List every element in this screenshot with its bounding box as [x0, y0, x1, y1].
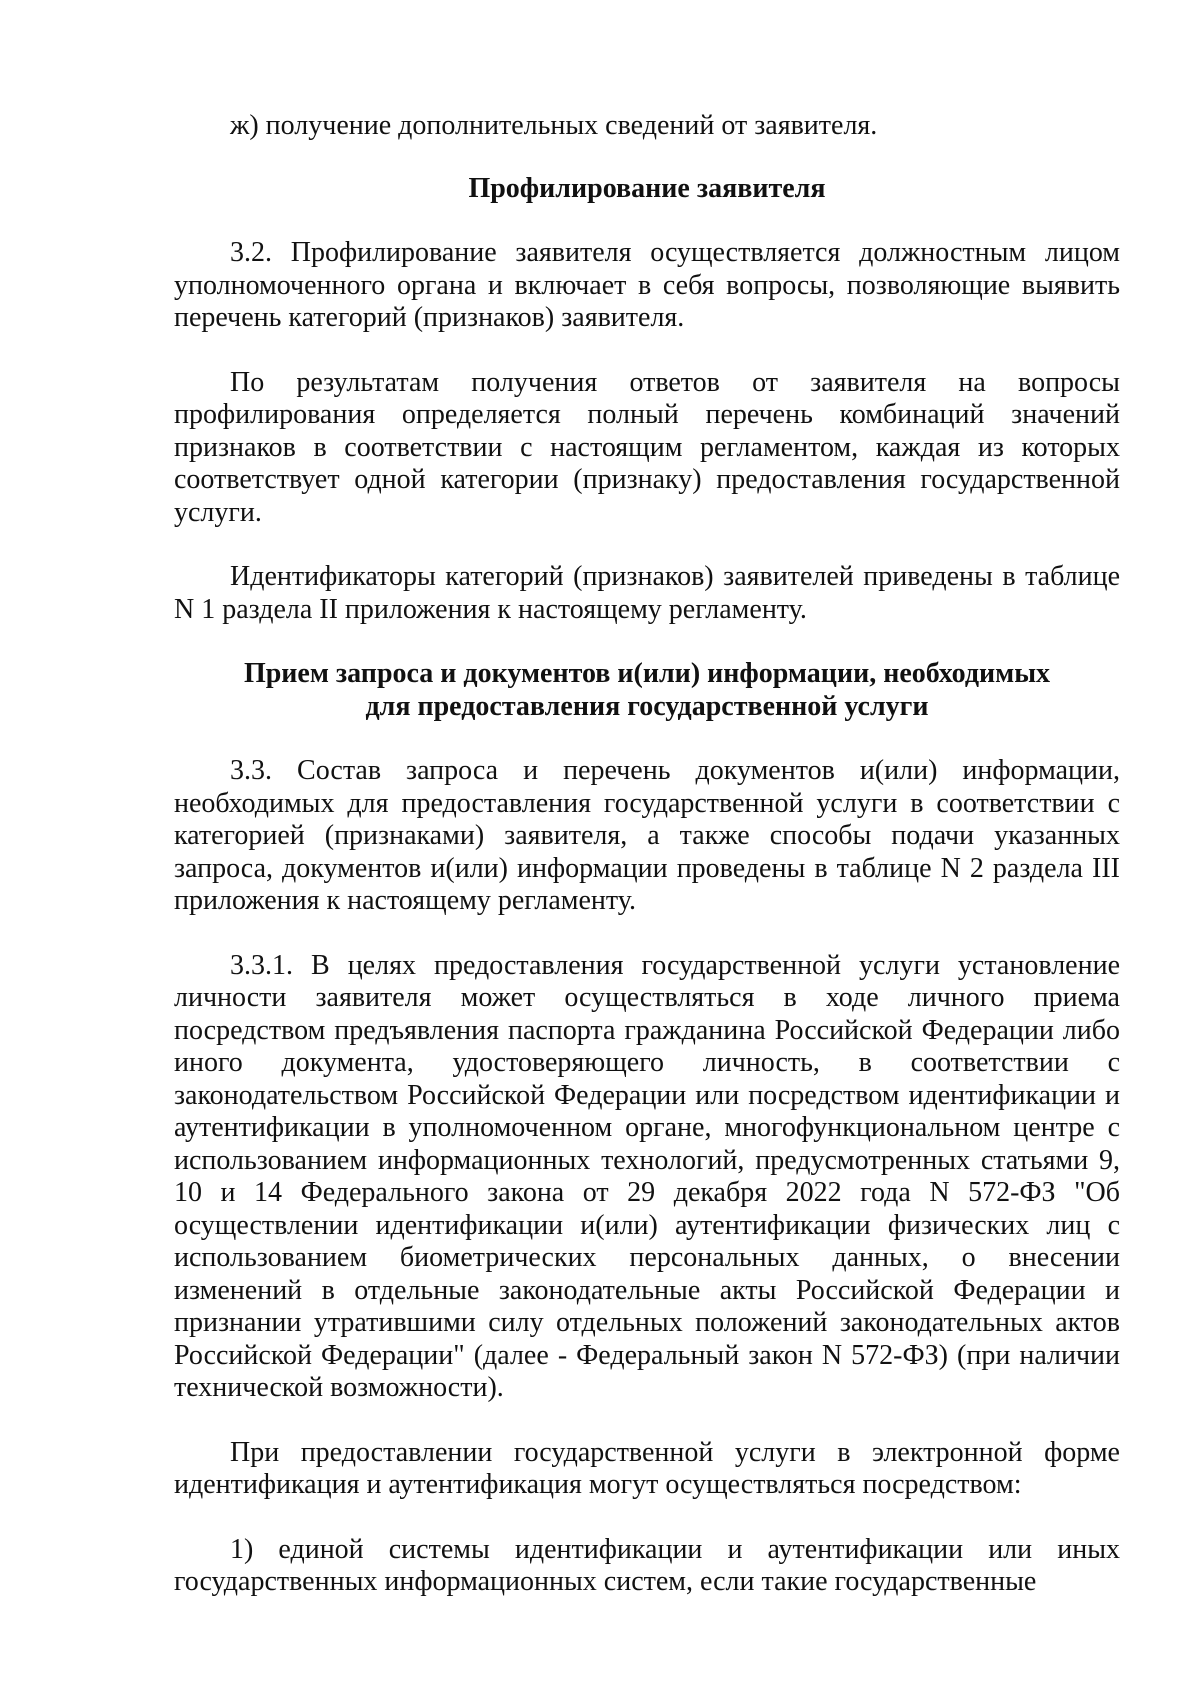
- paragraph-3-3-1: 3.3.1. В целях предоставления государственной услуги установление личности заявителя может осуществляться в ходе личного приема посредством предъявления паспорта гражданина Российской Федерации либо иного документа, удостоверяющего личность, в соответствии с законодательством Российской Федерации или посредством идентификации и аутентификации в уполномоченном органе, многофункциональном центре с использованием информационных технологий, предусмотренных статьями 9, 10 и 14 Федерального закона от 29 декабря 2022 года N 572-ФЗ "Об осуществлении идентификации и(или) аутентификации физических лиц с использованием биометрических персональных данных, о внесении изменений в отдельные законодательные акты Российской Федерации и признании утратившими силу отдельных положений законодательных актов Российской Федерации" (далее - Федеральный закон N 572-ФЗ) (при наличии технической возможности).: [174, 949, 1120, 1403]
- paragraph-intro: ж) получение дополнительных сведений от заявителя.: [230, 110, 878, 141]
- document-body: [174, 110, 1120, 1631]
- heading-reception-line-1: Прием запроса и документов и(или) информации, необходимых: [243, 658, 1051, 689]
- paragraph-item-1: 1) единой системы идентификации и аутентификации или иных государственных информационных систем, если такие государственные: [174, 1533, 1120, 1597]
- heading-reception-line-2: для предоставления государственной услуги: [365, 690, 929, 722]
- paragraph-profiling-results: По результатам получения ответов от заявителя на вопросы профилирования определяется полный перечень комбинаций значений признаков в соответствии с настоящим регламентом, каждая из которых соответствует одной категории (признаку) предоставления государственной услуги.: [174, 366, 1120, 528]
- heading-profiling: Профилирование заявителя: [468, 172, 826, 204]
- heading-reception: [174, 658, 1120, 723]
- paragraph-identifiers: Идентификаторы категорий (признаков) заявителей приведены в таблице N 1 раздела II приложения к настоящему регламенту.: [174, 561, 1120, 625]
- paragraph-3-3: 3.3. Состав запроса и перечень документов и(или) информации, необходимых для предоставления государственной услуги в соответствии с категорией (признаками) заявителя, а также способы подачи указанных запроса, документов и(или) информации проведены в таблице N 2 раздела III приложения к настоящему регламенту.: [174, 755, 1120, 916]
- paragraph-3-2: 3.2. Профилирование заявителя осуществляется должностным лицом уполномоченного органа и включает в себя вопросы, позволяющие выявить перечень категорий (признаков) заявителя.: [174, 237, 1120, 333]
- paragraph-electronic-form: При предоставлении государственной услуги в электронной форме идентификация и аутентификация могут осуществляться посредством:: [174, 1436, 1120, 1500]
